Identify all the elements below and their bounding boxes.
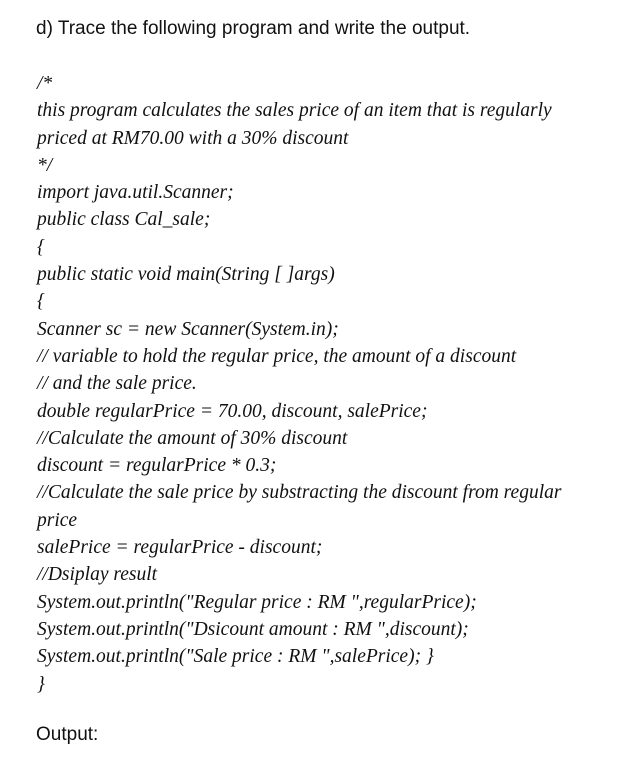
- code-line: // and the sale price.: [37, 373, 197, 395]
- code-line: discount = regularPrice * 0.3;: [37, 455, 277, 477]
- code-line: // variable to hold the regular price, the amount of a discount: [37, 345, 517, 367]
- code-line: public static void main(String [ ]args): [37, 264, 335, 286]
- code-line: System.out.println("Sale price : RM ",salePrice); }: [37, 646, 434, 668]
- code-line: salePrice = regularPrice - discount;: [37, 537, 323, 559]
- code-line: //Calculate the sale price by substracting the discount from regular: [37, 482, 562, 504]
- code-listing: [37, 70, 561, 698]
- code-line: }: [37, 673, 45, 695]
- code-line: System.out.println("Regular price : RM ",regularPrice);: [37, 591, 477, 613]
- code-line: this program calculates the sales price of an item that is regularly: [37, 100, 552, 122]
- code-line: import java.util.Scanner;: [37, 182, 234, 204]
- code-line: Scanner sc = new Scanner(System.in);: [37, 318, 339, 340]
- code-line: {: [37, 236, 45, 258]
- code-line: price: [37, 509, 78, 531]
- code-line: double regularPrice = 70.00, discount, salePrice;: [37, 400, 428, 422]
- question-heading: d) Trace the following program and write the output.: [36, 18, 471, 39]
- code-line: priced at RM70.00 with a 30% discount: [37, 127, 349, 149]
- code-line: */: [37, 154, 53, 176]
- code-line: {: [37, 291, 45, 313]
- code-line: //Dsiplay result: [37, 564, 158, 586]
- code-line: public class Cal_sale;: [37, 209, 211, 231]
- code-line: //Calculate the amount of 30% discount: [37, 427, 348, 449]
- output-label: Output:: [36, 724, 99, 745]
- code-line: /*: [37, 73, 53, 94]
- code-line: System.out.println("Dsicount amount : RM ",discount);: [37, 618, 469, 640]
